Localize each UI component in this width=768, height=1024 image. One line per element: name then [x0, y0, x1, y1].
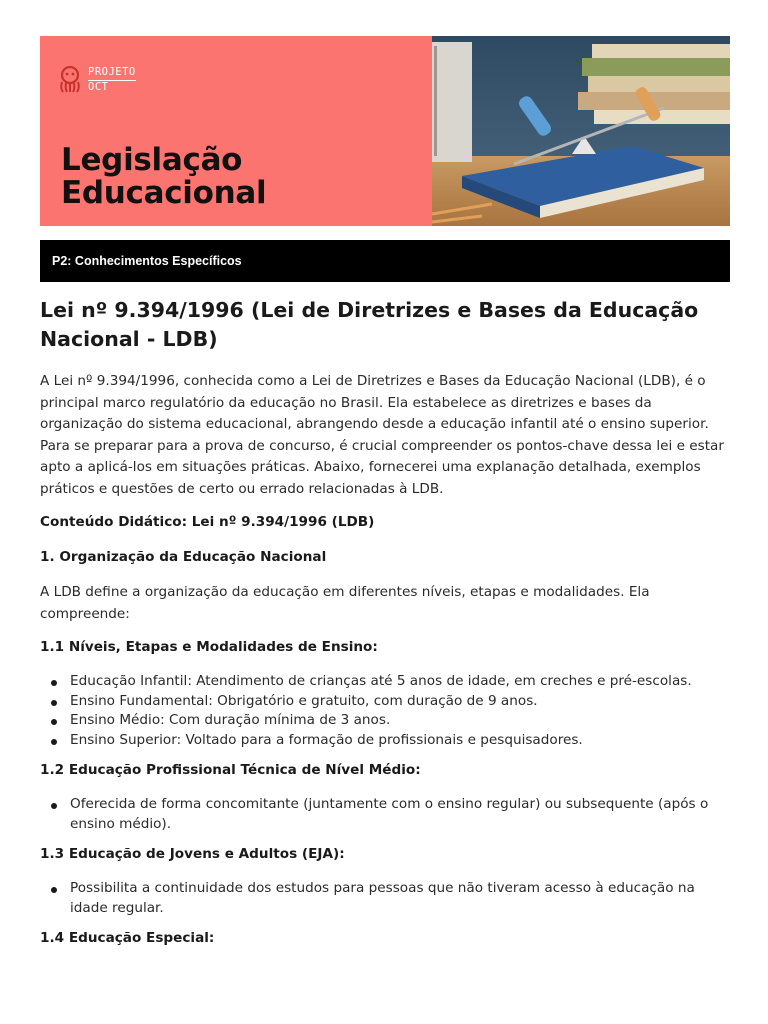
section-1-text: A LDB define a organização da educação em diferentes níveis, etapas e modalidades. Ela compreende:: [40, 584, 650, 622]
list-item: Ensino Médio: Com duração mínima de 3 anos.: [70, 711, 730, 731]
projeto-oct-logo: [58, 66, 136, 94]
section-bar: [40, 240, 730, 282]
list-item: Possibilita a continuidade dos estudos para pessoas que não tiveram acesso à educação na idade regular.: [70, 879, 730, 918]
list-item: Oferecida de forma concomitante (juntamente com o ensino regular) ou subsequente (após o ensino médio).: [70, 795, 730, 834]
list-item: Ensino Superior: Voltado para a formação de profissionais e pesquisadores.: [70, 731, 730, 751]
subsection-1-1-list: [40, 672, 730, 750]
banner-title-panel: [40, 36, 432, 226]
subsection-1-1-heading: 1.1 Níveis, Etapas e Modalidades de Ensino:: [40, 639, 378, 655]
section-bar-label: P2: Conhecimentos Específicos: [52, 254, 242, 268]
subsection-1-2-heading: 1.2 Educação Profissional Técnica de Nível Médio:: [40, 762, 421, 778]
list-item: Ensino Fundamental: Obrigatório e gratuito, com duração de 9 anos.: [70, 692, 730, 712]
subsection-1-3-list: [40, 879, 730, 918]
banner-title-line-1: Legislação: [61, 142, 243, 178]
intro-paragraph: A Lei nº 9.394/1996, conhecida como a Lei de Diretrizes e Bases da Educação Nacional (LDB), é o principal marco regulatório da educação no Brasil. Ela estabelece as diretrizes e bases da organização do sistema educacional, abrangendo desde a educação infantil até o ensino superior. Para se preparar para a prova de concurso, é crucial compreender os pontos-chave dessa lei e estar apto a aplicá-los em situações práticas. Abaixo, fornecerei uma explanação detalhada, exemplos práticos e questões de certo ou errado relacionadas à LDB.: [40, 373, 724, 497]
cover-banner: [40, 36, 730, 226]
list-item: Educação Infantil: Atendimento de crianças até 5 anos de idade, em creches e pré-escolas.: [70, 672, 730, 692]
content-heading: Conteúdo Didático: Lei nº 9.394/1996 (LDB): [40, 514, 375, 530]
subsection-1-3-heading: 1.3 Educação de Jovens e Adultos (EJA):: [40, 846, 345, 862]
subsection-1-2-list: [40, 795, 730, 834]
section-1-heading: 1. Organização da Educação Nacional: [40, 549, 327, 565]
subsection-1-4-heading: 1.4 Educação Especial:: [40, 930, 215, 946]
books-seesaw-illustration: [432, 36, 730, 226]
document-title: Lei nº 9.394/1996 (Lei de Diretrizes e Bases da Educação Nacional - LDB): [40, 298, 699, 351]
logo-line-2: OCT: [88, 81, 109, 93]
banner-title: [61, 144, 266, 210]
logo-wordmark: [88, 66, 136, 94]
document-content: [40, 296, 730, 963]
banner-title-line-2: Educacional: [61, 175, 267, 211]
logo-line-1: PROJETO: [88, 66, 136, 81]
banner-photo: [432, 36, 730, 226]
octopus-icon: [58, 66, 82, 94]
